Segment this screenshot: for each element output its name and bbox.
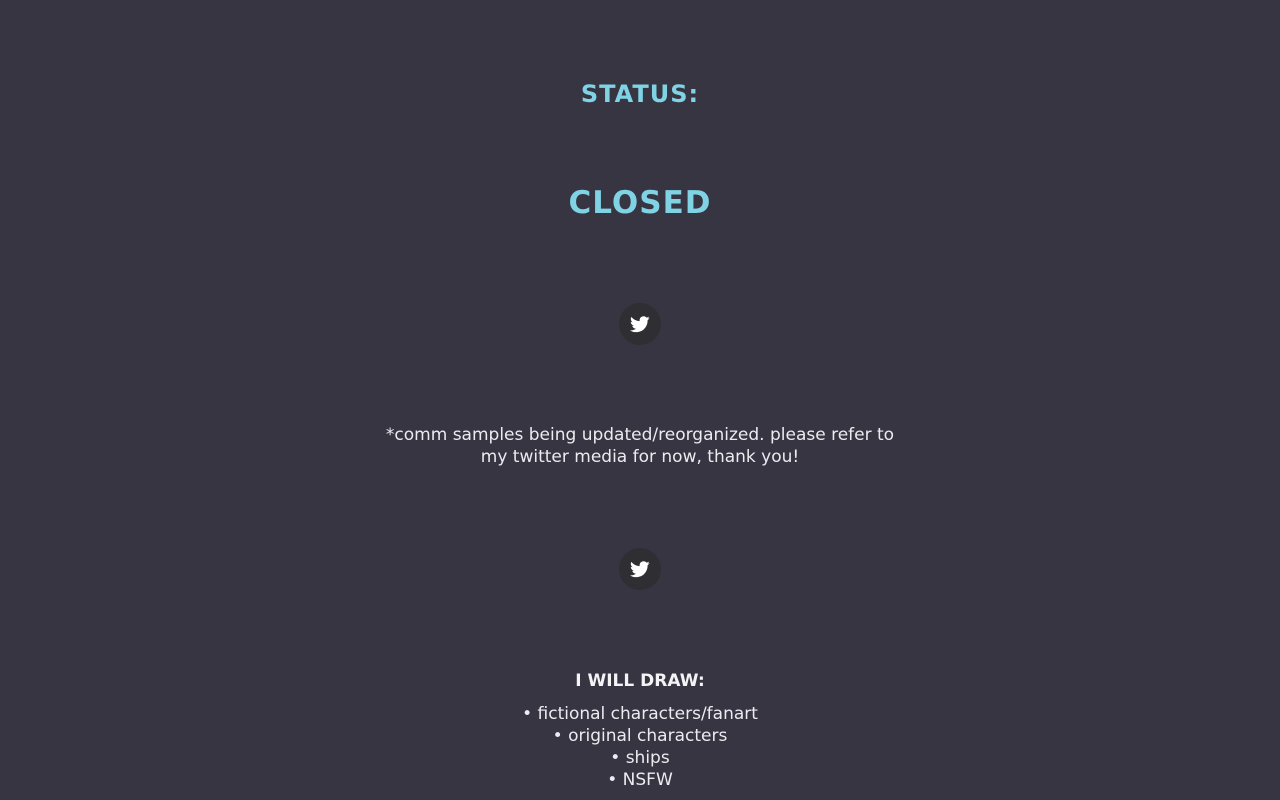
twitter-icon: [630, 561, 650, 578]
will-draw-heading: I WILL DRAW:: [575, 671, 705, 691]
twitter-link-button[interactable]: [619, 548, 661, 590]
twitter-link-button[interactable]: [619, 303, 661, 345]
twitter-icon: [630, 316, 650, 333]
will-draw-list: [0, 703, 1280, 791]
list-item: • fictional characters/fanart: [0, 703, 1280, 725]
list-item: • ships: [0, 747, 1280, 769]
samples-note: *comm samples being updated/reorganized. please refer to my twitter media for now, thank you!: [385, 425, 895, 467]
status-value: CLOSED: [568, 185, 712, 221]
status-label: STATUS:: [580, 80, 700, 108]
list-item: • NSFW: [0, 769, 1280, 791]
list-item: • original characters: [0, 725, 1280, 747]
